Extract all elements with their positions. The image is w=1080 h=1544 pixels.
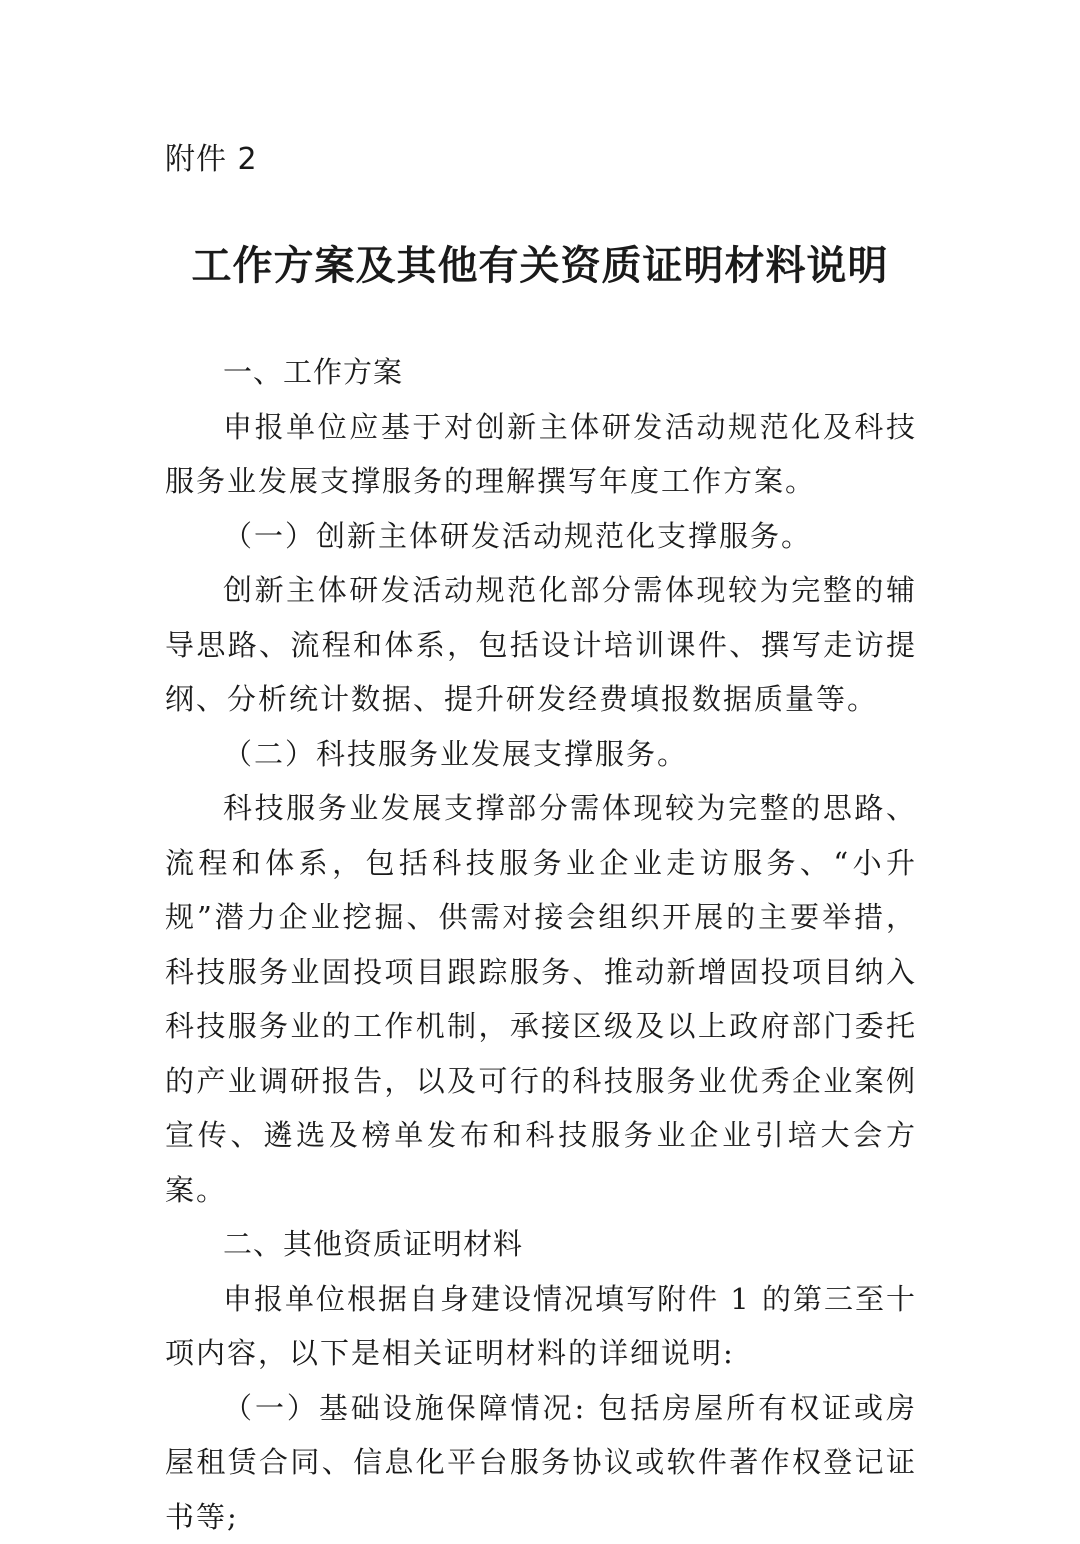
attachment-label: 附件 2 <box>165 138 258 182</box>
subheading-tech-service-support: （二）科技服务业发展支撑服务。 <box>165 727 917 782</box>
document-body <box>165 345 917 1544</box>
subheading-rd-standardization: （一）创新主体研发活动规范化支撑服务。 <box>165 509 917 564</box>
paragraph: （一）基础设施保障情况: 包括房屋所有权证或房屋租赁合同、信息化平台服务协议或软件著作权登记证书等; <box>165 1381 917 1544</box>
paragraph: 创新主体研发活动规范化部分需体现较为完整的辅导思路、流程和体系，包括设计培训课件、撰写走访提纲、分析统计数据、提升研发经费填报数据质量等。 <box>165 563 917 727</box>
document-title: 工作方案及其他有关资质证明材料说明 <box>0 238 1080 294</box>
paragraph: 科技服务业发展支撑部分需体现较为完整的思路、流程和体系，包括科技服务业企业走访服务、“小升规”潜力企业挖掘、供需对接会组织开展的主要举措，科技服务业固投项目跟踪服务、推动新增固投项目纳入科技服务业的工作机制，承接区级及以上政府部门委托的产业调研报告，以及可行的科技服务业优秀企业案例宣传、遴选及榜单发布和科技服务业企业引培大会方案。 <box>165 781 917 1217</box>
section-heading-other-qualifications: 二、其他资质证明材料 <box>165 1217 917 1272</box>
paragraph: 申报单位应基于对创新主体研发活动规范化及科技服务业发展支撑服务的理解撰写年度工作方案。 <box>165 400 917 509</box>
section-heading-work-plan: 一、工作方案 <box>165 345 917 400</box>
paragraph: 申报单位根据自身建设情况填写附件 1 的第三至十项内容，以下是相关证明材料的详细说明: <box>165 1272 917 1381</box>
